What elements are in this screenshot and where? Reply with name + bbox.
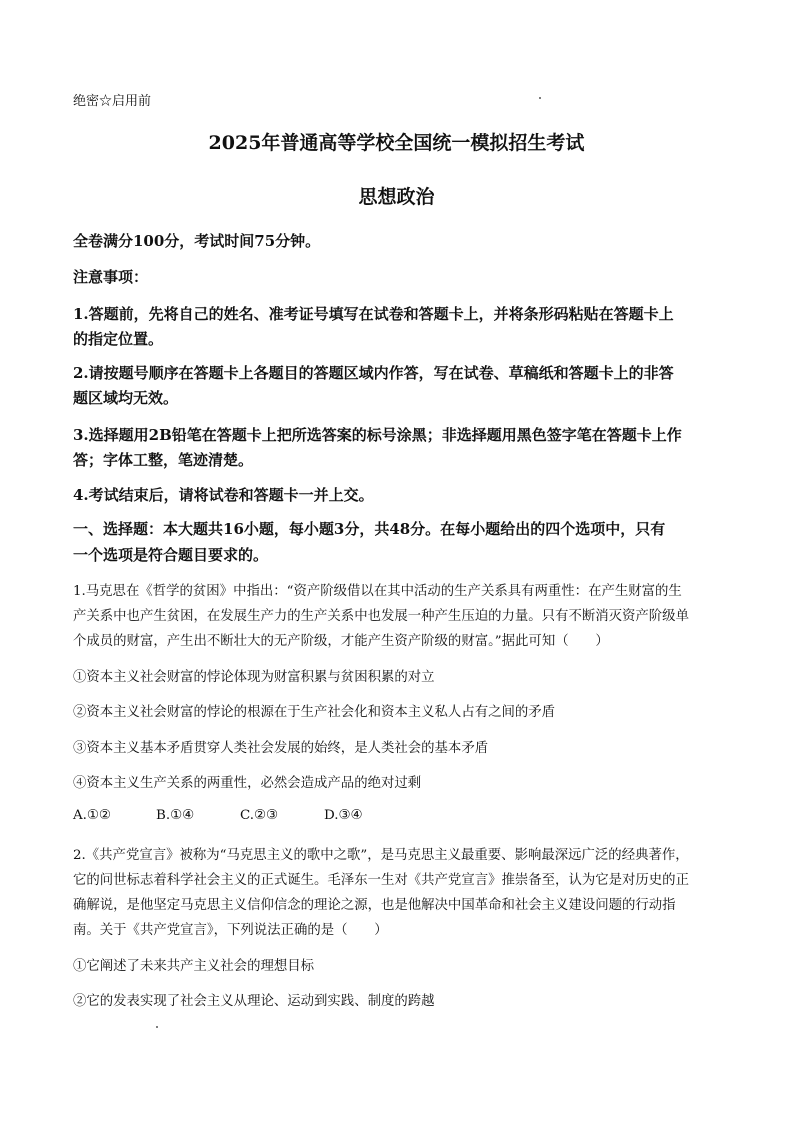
q1-statement-3: ③资本主义基本矛盾贯穿人类社会发展的始终，是人类社会的基本矛盾 bbox=[73, 741, 489, 756]
q1-stem-line-2: 产关系中也产生贫困，在发展生产力的生产关系中也发展一种产生压迫的力量。只有不断消灭资产阶级单 bbox=[73, 609, 689, 624]
speck bbox=[539, 97, 541, 99]
exam-title: 2025年普通高等学校全国统一模拟招生考试 bbox=[208, 132, 585, 154]
note-4: 4.考试结束后，请将试卷和答题卡一并上交。 bbox=[73, 486, 374, 504]
speck bbox=[156, 1026, 158, 1028]
note-1-line-1: 1.答题前，先将自己的姓名、准考证号填写在试卷和答题卡上，并将条形码粘贴在答题卡上 bbox=[73, 305, 674, 323]
section-heading-line-2: 一个选项是符合题目要求的。 bbox=[73, 546, 269, 564]
q1-option-a: A.①② bbox=[73, 808, 111, 823]
q1-statement-4: ④资本主义生产关系的两重性，必然会造成产品的绝对过剩 bbox=[73, 776, 422, 791]
q1-stem-line-3: 个成员的财富，产生出不断壮大的无产阶级，才能产生资产阶级的财富。”据此可知（ ） bbox=[73, 634, 609, 649]
q1-option-b: B.①④ bbox=[156, 808, 195, 823]
q1-stem-line-1: 1.马克思在《哲学的贫困》中指出：“资产阶级借以在其中活动的生产关系具有两重性：在产生财富的生 bbox=[73, 584, 682, 599]
confidential-label: 绝密☆启用前 bbox=[73, 94, 152, 109]
note-1-line-2: 的指定位置。 bbox=[73, 330, 164, 348]
q1-statement-1: ①资本主义社会财富的悖论体现为财富积累与贫困积累的对立 bbox=[73, 670, 435, 685]
note-2-line-1: 2.请按题号顺序在答题卡上各题目的答题区域内作答，写在试卷、草稿纸和答题卡上的非答 bbox=[73, 364, 674, 382]
q1-option-c: C.②③ bbox=[240, 808, 279, 823]
q2-statement-2: ②它的发表实现了社会主义从理论、运动到实践、制度的跨越 bbox=[73, 994, 435, 1009]
score-time: 全卷满分100分，考试时间75分钟。 bbox=[73, 232, 321, 250]
q2-stem-line-3: 确解说，是他坚定马克思主义信仰信念的理论之源，也是他解决中国革命和社会主义建设问题的行动指 bbox=[73, 898, 676, 913]
q2-stem-line-1: 2.《共产党宣言》被称为“马克思主义的歌中之歌”，是马克思主义最重要、影响最深远广泛的经典著作， bbox=[73, 848, 689, 863]
section-heading-line-1: 一、选择题：本大题共16小题，每小题3分，共48分。在每小题给出的四个选项中，只有 bbox=[73, 520, 666, 538]
note-2-line-2: 题区域均无效。 bbox=[73, 389, 179, 407]
q2-statement-1: ①它阐述了未来共产主义社会的理想目标 bbox=[73, 959, 315, 974]
q2-stem-line-2: 它的问世标志着科学社会主义的正式诞生。毛泽东一生对《共产党宣言》推崇备至，认为它是对历史的正 bbox=[73, 873, 689, 888]
q2-stem-line-4: 南。关于《共产党宣言》，下列说法正确的是（ ） bbox=[73, 923, 388, 938]
notes-heading: 注意事项： bbox=[73, 268, 149, 286]
q1-options bbox=[73, 808, 363, 823]
q1-option-d: D.③④ bbox=[324, 808, 363, 823]
q1-statement-2: ②资本主义社会财富的悖论的根源在于生产社会化和资本主义私人占有之间的矛盾 bbox=[73, 705, 556, 720]
note-3-line-2: 答；字体工整，笔迹清楚。 bbox=[73, 451, 254, 469]
subject-title: 思想政治 bbox=[358, 186, 435, 208]
note-3-line-1: 3.选择题用2B铅笔在答题卡上把所选答案的标号涂黑；非选择题用黑色签字笔在答题卡上作 bbox=[73, 426, 682, 444]
